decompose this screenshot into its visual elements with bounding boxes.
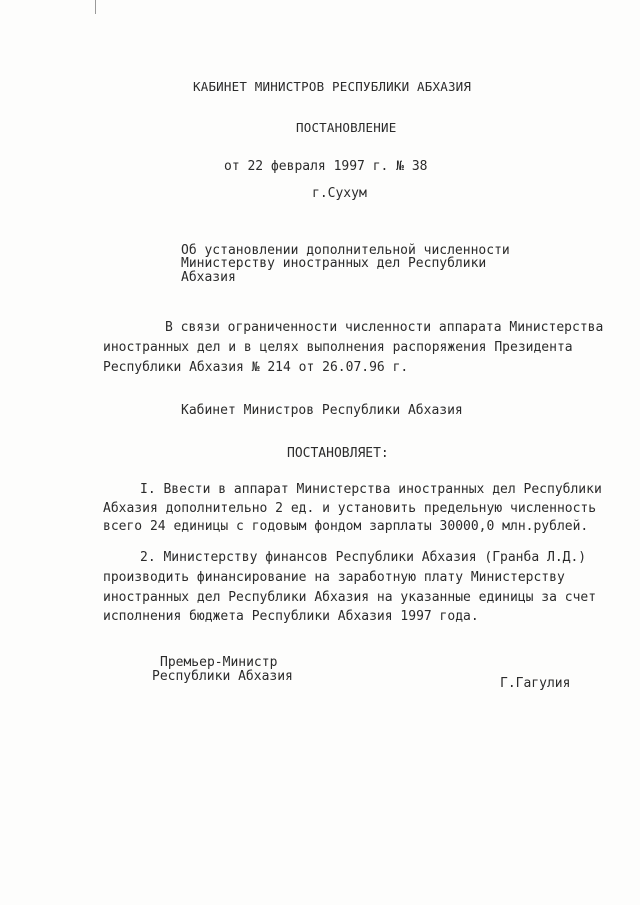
- body-intro: Кабинет Министров Республики Абхазия: [181, 403, 463, 418]
- subject-line: Министерству иностранных дел Республики: [181, 256, 487, 271]
- signatory-title: Республики Абхазия: [152, 669, 293, 684]
- preamble-line: В связи ограниченности численности аппарата Министерства: [165, 320, 604, 335]
- cabinet-heading: КАБИНЕТ МИНИСТРОВ РЕСПУБЛИКИ АБХАЗИЯ: [193, 79, 472, 94]
- signatory-name: Г.Гагулия: [500, 676, 571, 691]
- document-type-heading: ПОСТАНОВЛЕНИЕ: [296, 120, 397, 135]
- subject-line: Об установлении дополнительной численности: [181, 243, 510, 258]
- city-line: г.Сухум: [312, 186, 367, 201]
- preamble-line: Республики Абхазия № 214 от 26.07.96 г.: [103, 360, 409, 375]
- preamble-line: иностранных дел и в целях выполнения распоряжения Президента: [103, 340, 573, 355]
- clause-2-line: 2. Министерству финансов Республики Абхазия (Гранба Л.Д.): [140, 550, 587, 565]
- subject-line: Абхазия: [181, 270, 236, 285]
- clause-1-line: I. Ввести в аппарат Министерства иностранных дел Республики: [140, 482, 602, 497]
- signatory-title: Премьер-Министр: [160, 655, 278, 670]
- scan-edge-mark: [95, 0, 96, 14]
- clause-1-line: всего 24 единицы с годовым фондом зарплаты 30000,0 млн.рублей.: [103, 519, 589, 534]
- resolves-heading: ПОСТАНОВЛЯЕТ:: [287, 446, 389, 461]
- clause-2-line: производить финансирование на заработную плату Министерству: [103, 570, 565, 585]
- clause-1-line: Абхазия дополнительно 2 ед. и установить предельную численность: [103, 501, 597, 516]
- date-line: от 22 февраля 1997 г. № 38: [224, 159, 428, 174]
- clause-2-line: иностранных дел Республики Абхазия на указанные единицы за счет: [103, 590, 597, 605]
- clause-2-line: исполнения бюджета Республики Абхазия 1997 года.: [103, 609, 479, 624]
